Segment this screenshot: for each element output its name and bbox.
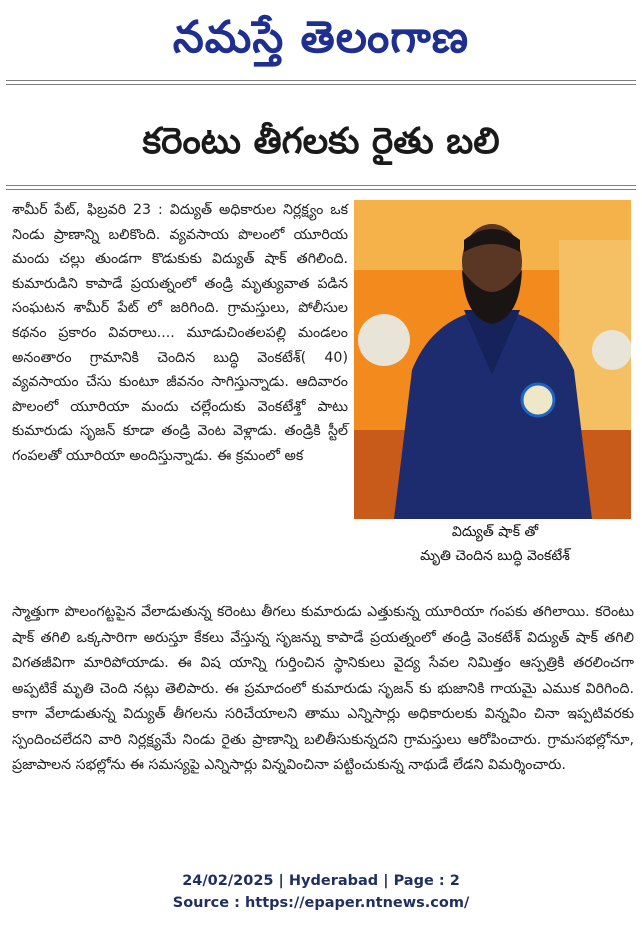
page-footer: [0, 870, 642, 914]
portrait-illustration: [354, 200, 631, 519]
caption-line-1: విద్యుత్ షాక్ తో: [451, 524, 539, 540]
article-photo: [354, 200, 631, 519]
top-divider: [6, 80, 636, 81]
footer-dateline: 24/02/2025 | Hyderabad | Page : 2: [182, 873, 460, 889]
headline-divider-inner: [6, 189, 636, 190]
top-divider-inner: [6, 84, 636, 85]
article-headline: కరెంటు తీగలకు రైతు బలి: [142, 121, 500, 162]
headline-divider: [6, 185, 636, 186]
newspaper-masthead: నమస్తే తెలంగాణ: [172, 12, 470, 63]
article-body-bottom: స్మాత్తుగా పొలంగట్టపైన వేలాడుతున్న కరెంటు తీగలు కుమారుడు ఎత్తుకున్న యూరియా గంపకు తగిలాయి. కరెంటు షాక్ తగిలి ఒక్కసారిగా అరుస్తూ కేకలు వేస్తున్న సృజన్ను కాపాడే ప్రయత్నంలో తండ్రి వెంకటేశ్ విద్యుత్ షాక్ తగిలి విగతజీవిగా మారిపోయాడు. ఈ విష యాన్ని గుర్తించిన స్థానికులు వైద్య సేవల నిమిత్తం ఆస్పత్రికి తరలించగా అప్పటికే మృతి చెంది నట్లు తెలిపారు. ఈ ప్రమాదంలో కుమారుడు సృజన్ కు భుజానికి గాయమై ఎముక విరిగింది. కాగా వేలాడుతున్న విద్యుత్ తీగలను సరిచేయాలని తాము ఎన్నిసార్లు అధికారులకు విన్నవిం చినా ఇప్పటివరకు స్పందించలేదని వారి నిర్లక్ష్యమే నిండు రైతు ప్రాణాన్ని బలితీసుకున్నదని గ్రామస్తులు ఆరోపించారు. గ్రామసభల్లోనూ, ప్రజాపాలన సభల్లోను ఈ సమస్యపై ఎన్నిసార్లు విన్నవించినా పట్టించుకున్న నాథుడే లేడని విమర్శించారు.: [12, 604, 634, 773]
photo-caption: [366, 520, 624, 584]
footer-source-link[interactable]: Source : https://epaper.ntnews.com/: [172, 895, 470, 911]
caption-line-2: మృతి చెందిన బుద్ధి వెంకటేశ్: [420, 548, 570, 564]
article-body-top: శామీర్ పేట్, ఫిబ్రవరి 23 : విద్యుత్ అధికారుల నిర్లక్ష్యం ఒక నిండు ప్రాణాన్ని బలికొంది. వ్యవసాయ పొలంలో యూరియ మందు చల్లు తుండగా కొడుకుకు విద్యుత్ షాక్ తగిలింది. కుమారుడిని కాపాడే ప్రయత్నంలో తండ్రి మృత్యువాత పడిన సంఘటన శామీర్ పేట్ లో జరిగింది. గ్రామస్తులు, పోలీసుల కథనం ప్రకారం వివరాలు.... మూడుచింతలపల్లి మండలం అనంతారం గ్రామానికి చెందిన బుద్ధి వెంకటేశ్( 40) వ్యవసాయం చేసు కుంటూ జీవనం సాగిస్తున్నాడు. ఆదివారం పొలంలో యూరియా మందు చల్లేందుకు వెంకటేశ్తో పాటు కుమారుడు సృజన్ కూడా తండ్రి వెంట వెళ్లాడు. తండ్రికి స్టీల్ గంపలతో యూరియా అందిస్తున్నాడు. ఈ క్రమంలో అక: [12, 202, 348, 464]
